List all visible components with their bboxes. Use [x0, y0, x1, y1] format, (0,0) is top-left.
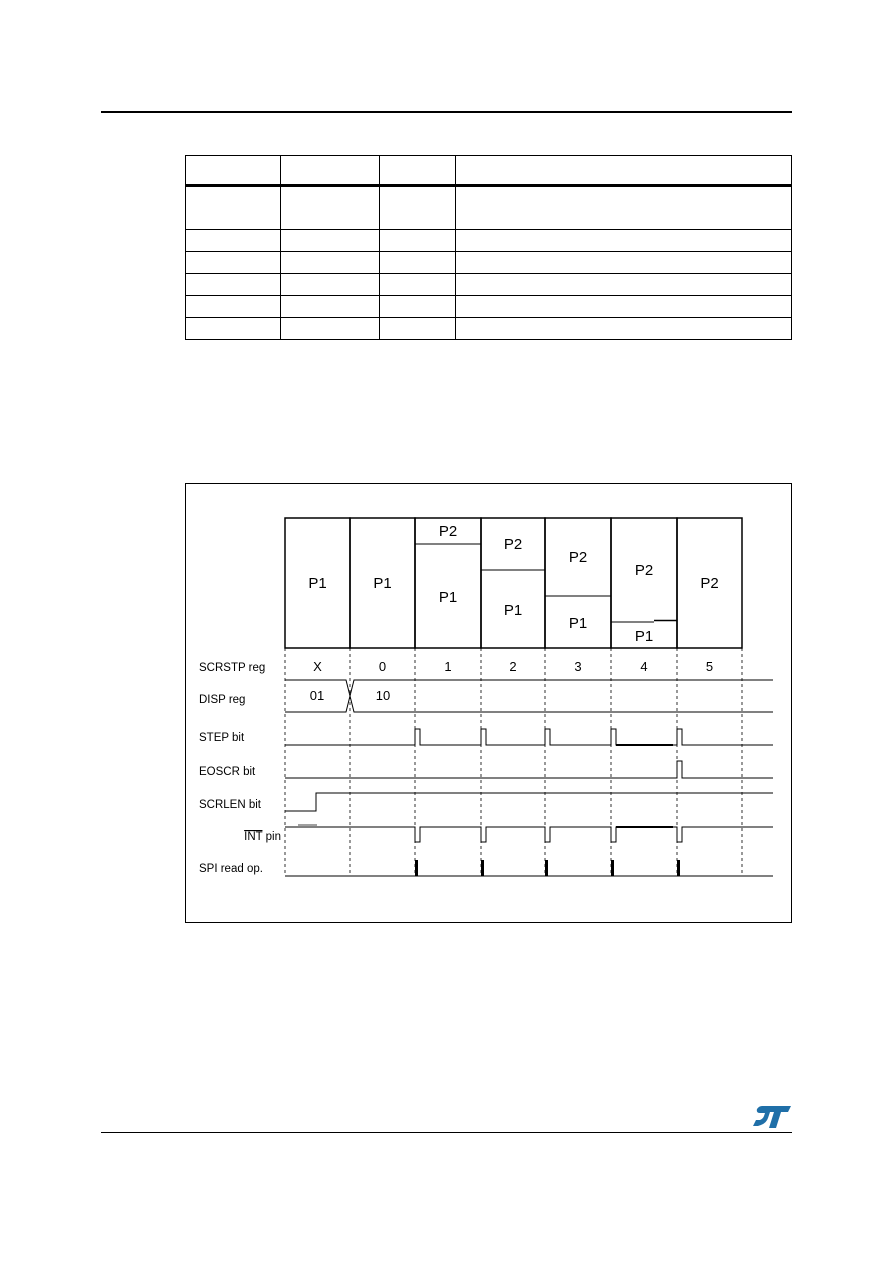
- disp-value: 10: [375, 688, 391, 703]
- table-cell: [456, 230, 792, 252]
- table-cell: [186, 230, 281, 252]
- scrstp-value: 4: [640, 659, 648, 674]
- table-cell: [456, 186, 792, 230]
- table-cell: [456, 274, 792, 296]
- p2-label: P2: [568, 549, 588, 566]
- signal-label: STEP bit: [199, 732, 245, 744]
- table-cell: [380, 318, 456, 340]
- scrstp-value: 1: [444, 659, 452, 674]
- scrstp-value: X: [313, 659, 322, 674]
- table-cell: [186, 318, 281, 340]
- p2-label: P2: [700, 575, 719, 592]
- int-pin-suffix: pin: [262, 831, 281, 843]
- table-cell: [456, 252, 792, 274]
- int-overline-text: INT: [244, 831, 263, 843]
- scrlen-bit-waveform: [285, 793, 773, 811]
- table-cell: [281, 296, 380, 318]
- p1-label: P1: [634, 628, 654, 645]
- table-row: [186, 274, 792, 296]
- scroll-timing-diagram: [185, 483, 792, 923]
- table-cell: [281, 230, 380, 252]
- st-logo-icon: [752, 1104, 792, 1130]
- top-rule: [101, 111, 792, 113]
- table-row: [186, 230, 792, 252]
- table-cell: [186, 274, 281, 296]
- spi-read-pulse: [545, 860, 548, 876]
- table-header-cell: [456, 156, 792, 186]
- table-row: [186, 186, 792, 230]
- p1-label: P1: [438, 589, 458, 606]
- p1-label: P1: [503, 602, 523, 619]
- p2-label: P2: [503, 536, 523, 553]
- table-cell: [186, 186, 281, 230]
- p1-label: P1: [373, 575, 392, 592]
- table-cell: [380, 230, 456, 252]
- signal-label: [244, 831, 281, 843]
- table-cell: [456, 318, 792, 340]
- table-cell: [281, 186, 380, 230]
- spi-read-pulse: [415, 860, 418, 876]
- spi-read-pulse: [611, 860, 614, 876]
- p1-label: P1: [568, 615, 588, 632]
- table-cell: [380, 186, 456, 230]
- p1-label: P1: [308, 575, 327, 592]
- table-header-cell: [380, 156, 456, 186]
- table-row: [186, 318, 792, 340]
- table-cell: [456, 296, 792, 318]
- table-cell: [380, 296, 456, 318]
- register-table: [185, 155, 792, 340]
- step-bit-waveform: [285, 729, 773, 745]
- table-cell: [281, 318, 380, 340]
- table-cell: [281, 252, 380, 274]
- signal-label: SCRLEN bit: [199, 799, 261, 811]
- disp-value: 01: [309, 688, 325, 703]
- table-row: [186, 296, 792, 318]
- table-cell: [380, 252, 456, 274]
- p2-label: P2: [634, 562, 654, 579]
- int-pin-waveform: [285, 827, 773, 842]
- disp-bus-line: [285, 680, 773, 712]
- signal-label: SPI read op.: [199, 863, 263, 875]
- scrstp-value: 5: [705, 659, 714, 674]
- scrstp-value: 0: [378, 659, 387, 674]
- table-header-row: [186, 156, 792, 186]
- table-cell: [186, 296, 281, 318]
- table-cell: [380, 274, 456, 296]
- table-cell: [281, 274, 380, 296]
- signal-label: DISP reg: [199, 694, 246, 706]
- table-cell: [186, 252, 281, 274]
- spi-read-pulse: [481, 860, 484, 876]
- eoscr-bit-waveform: [285, 761, 773, 778]
- signal-label: EOSCR bit: [199, 766, 256, 778]
- scrstp-value: 2: [509, 659, 517, 674]
- signal-label: SCRSTP reg: [199, 662, 266, 674]
- table-row: [186, 252, 792, 274]
- p2-label: P2: [438, 523, 458, 540]
- table-header-cell: [186, 156, 281, 186]
- bottom-rule: [101, 1132, 792, 1133]
- scrstp-value: 3: [574, 659, 582, 674]
- disp-bus-line: [285, 680, 773, 712]
- table-header-cell: [281, 156, 380, 186]
- spi-read-pulse: [677, 860, 680, 876]
